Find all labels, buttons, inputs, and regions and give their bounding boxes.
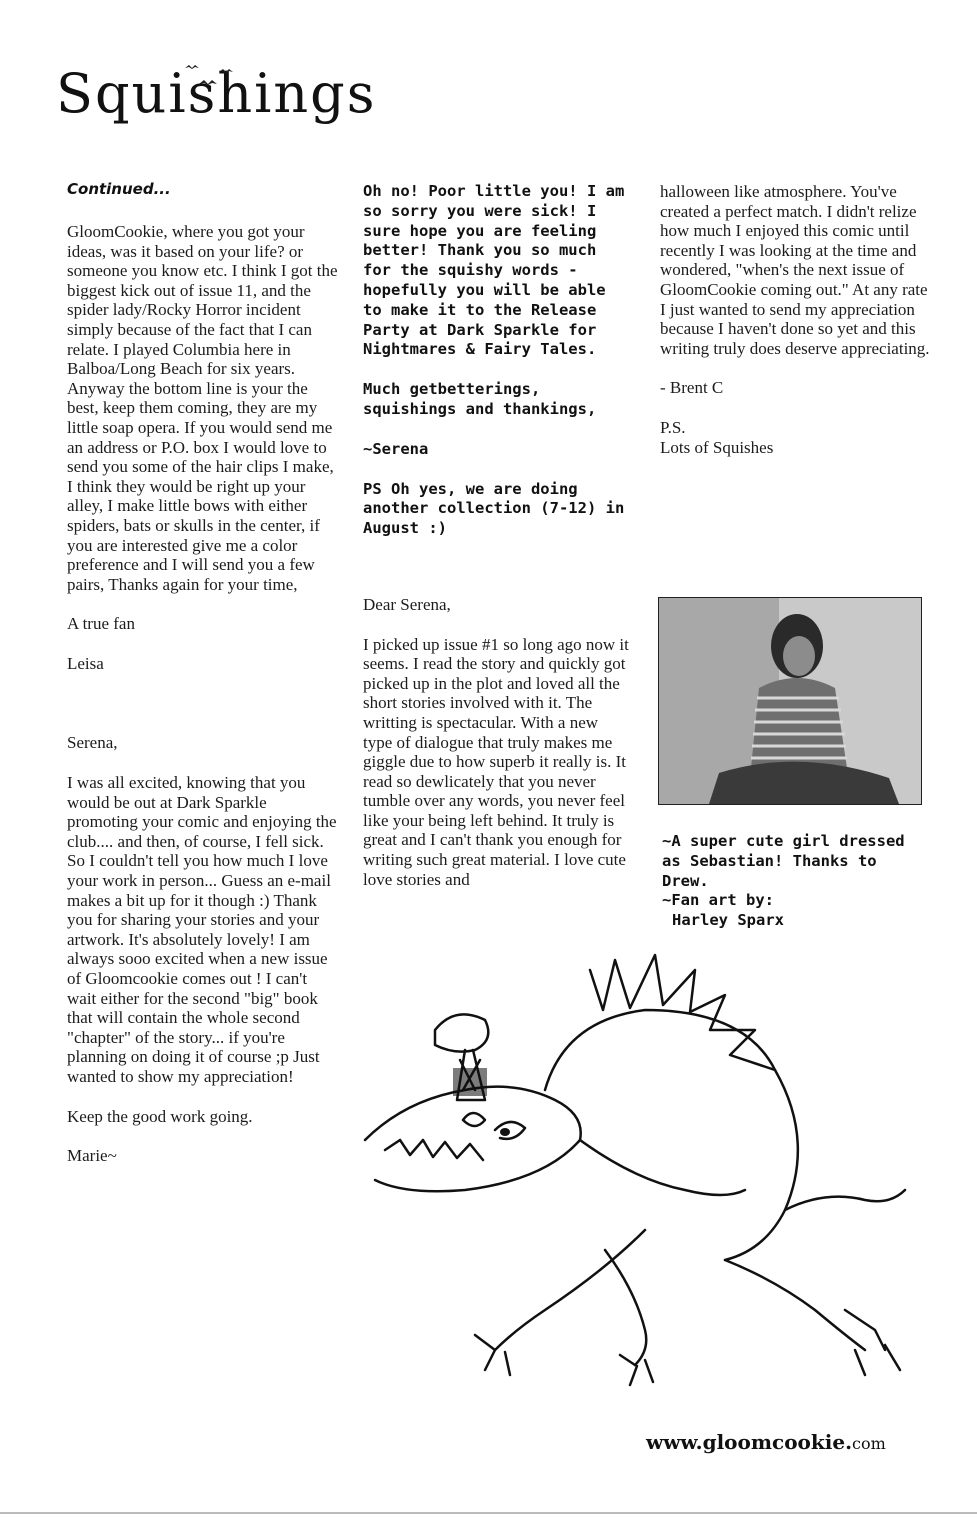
website-domain: www.gloomcookie.: [646, 1430, 853, 1454]
website-tld: com: [852, 1434, 886, 1453]
column-right: [660, 182, 930, 457]
closing-marie: Keep the good work going.: [67, 1106, 253, 1126]
girl-photo-icon: [659, 598, 921, 804]
dragon-fanart-icon: [345, 950, 925, 1400]
salutation-brent: Dear Serena,: [363, 594, 451, 614]
column-middle: [363, 182, 631, 909]
fanart-artist: Harley Sparx: [672, 910, 784, 929]
letter-brent: I picked up issue #1 so long ago now it seems. I read the story and quickly got picked up in the plot and loved all the short stories involved with it. The writting is spectacular. With a new type of dialogue that truly makes me giggle due to how superb it really is. It read so dewlicately that you never tumble over any words, you never feel like your being left behind. It truly is great and I can't thank you enough for writing such great material. I love cute love stories and: [363, 634, 629, 889]
photo-caption: ~A super cute girl dressed as Sebastian! Thanks to Drew.: [662, 832, 905, 890]
salutation-marie: Serena,: [67, 733, 118, 753]
ps-brent: [660, 418, 930, 457]
letter-marie: I was all excited, knowing that you would be out at Dark Sparkle promoting your comic and enjoying the club.... and then, of course, I fell sick. So I couldn't tell you how much I love your work in person... Guess an e-mail makes a bit up for it though :) Thank you for sharing your stories and your artwork. It's absolutely lovely! I am always sooo excited when a new issue of Gloomcookie comes out ! I can't wait either for the second "big" book that will contain the whole second "chapter" of the story... if you're planning on doing it of course ;p Just wanted to show my appreciation!: [67, 773, 337, 1086]
signoff-leisa: A true fan: [67, 614, 135, 634]
ps-label: P.S.: [660, 417, 686, 437]
bottom-rule: [0, 1512, 977, 1514]
fanart-caption: [662, 891, 932, 931]
reply-signature: ~Serena: [363, 439, 429, 458]
name-brent: - Brent C: [660, 378, 724, 398]
name-marie: Marie~: [67, 1146, 117, 1166]
page-title: Squishings: [56, 62, 377, 125]
fan-photo: [658, 597, 922, 805]
bats-icon: [175, 58, 245, 92]
ps-text: Lots of Squishes: [660, 437, 774, 457]
name-leisa: Leisa: [67, 653, 104, 673]
continued-label: Continued...: [67, 180, 171, 198]
column-left: [67, 222, 339, 1186]
website-link[interactable]: [646, 1430, 886, 1454]
letter-leisa: GloomCookie, where you got your ideas, was it based on your life? or someone you know etc. I think I got the biggest kick out of issue 11, and the spider lady/Rocky Horror incident simply because of the fact that I can relate. I played Columbia here in Balboa/Long Beach for six years. Anyway the bottom line is your the best, keep them coming, they are my little soap opera. If you would send me an address or P.O. box I would love to send you some of the hair clips I make, I think they would be right up your alley, I make little bows with either spiders, bats or skulls in the center, if you are interested give me a color preference and I will send you a few pairs, Thanks again for your time,: [67, 222, 338, 594]
letter-brent-continued: halloween like atmosphere. You've created a perfect match. I didn't relize how much I enjoyed this comic until recently I was looking at the time and wondered, "when's the next issue of GloomCookie coming out." At any rate I just wanted to send my appreciation because I haven't done so yet and this writing truly does deserve appreciating.: [660, 182, 930, 358]
reply-ps: PS Oh yes, we are doing another collection (7-12) in August :): [363, 479, 625, 538]
fanart-label: ~Fan art by:: [662, 891, 774, 909]
reply-closing: Much getbetterings, squishings and thankings,: [363, 380, 597, 418]
reply-serena: Oh no! Poor little you! I am so sorry you were sick! I sure hope you are feeling better! Thank you so much for the squishy words - hopefully you will be able to make it to the Release Party at Dark Sparkle for Nightmares & Fairy Tales.: [363, 182, 625, 359]
